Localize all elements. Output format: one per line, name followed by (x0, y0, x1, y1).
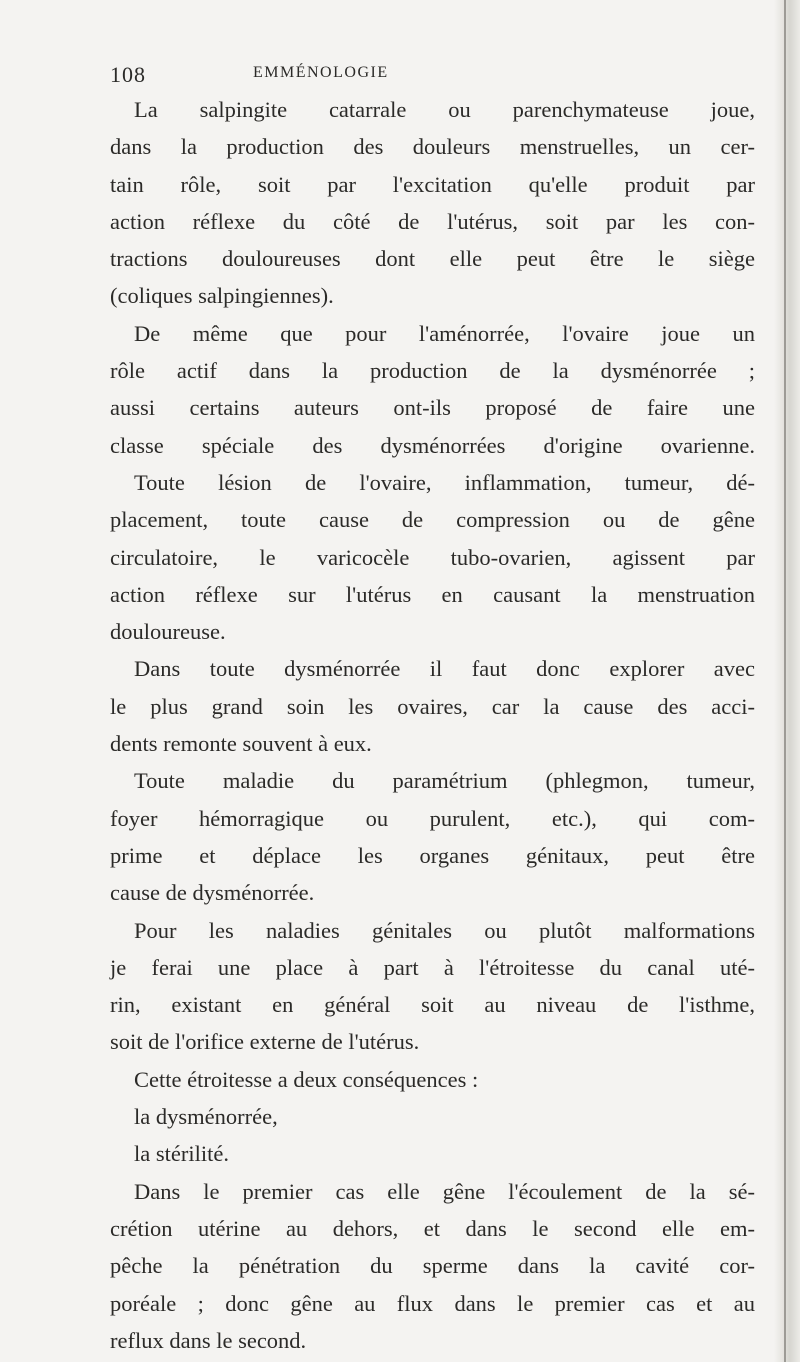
page-edge (774, 0, 800, 1362)
text-line: rin, existant en général soit au niveau de l'isthme, (110, 992, 755, 1018)
running-title: EMMÉNOLOGIE (253, 64, 389, 81)
text-line: la dysménorrée, (134, 1104, 278, 1130)
text-line: poréale ; donc gêne au flux dans le premier cas et au (110, 1290, 755, 1316)
text-line: circulatoire, le varicocèle tubo-ovarien, agissent par (110, 544, 755, 570)
text-line: le plus grand soin les ovaires, car la cause des acci- (110, 693, 755, 719)
text-line: action réflexe sur l'utérus en causant la menstruation (110, 581, 755, 607)
text-line: Dans toute dysménorrée il faut donc explorer avec (134, 656, 755, 682)
text-line: La salpingite catarrale ou parenchymateuse joue, (134, 97, 755, 122)
text-line: Cette étroitesse a deux conséquences : (134, 1066, 479, 1092)
text-line: reflux dans le second. (110, 1327, 307, 1353)
text-line: action réflexe du côté de l'utérus, soit par les con- (110, 208, 755, 234)
text-line: crétion utérine au dehors, et dans le second elle em- (110, 1215, 755, 1241)
page-number: 108 (110, 62, 146, 87)
text-line: rôle actif dans la production de la dysménorrée ; (110, 358, 755, 384)
text-line: cause de dysménorrée. (110, 880, 315, 906)
body-text (110, 91, 755, 1359)
text-line: foyer hémorragique ou purulent, etc.), qui com- (110, 805, 755, 831)
text-line: placement, toute cause de compression ou de gêne (110, 507, 755, 533)
text-line: Dans le premier cas elle gêne l'écoulement de la sé- (134, 1178, 755, 1204)
text-line: classe spéciale des dysménorrées d'origine ovarienne. (110, 432, 755, 458)
text-line: tractions douloureuses dont elle peut être le siège (110, 246, 755, 272)
text-line: je ferai une place à part à l'étroitesse du canal uté- (110, 954, 755, 980)
text-line: Toute lésion de l'ovaire, inflammation, tumeur, dé- (134, 469, 755, 495)
text-line: pêche la pénétration du sperme dans la cavité cor- (110, 1253, 755, 1279)
text-line: la stérilité. (134, 1141, 229, 1167)
text-line: Toute maladie du paramétrium (phlegmon, tumeur, (134, 768, 755, 794)
text-line: (coliques salpingiennes). (110, 283, 334, 309)
text-line: De même que pour l'aménorrée, l'ovaire joue un (134, 320, 755, 346)
text-line: prime et déplace les organes génitaux, peut être (110, 842, 755, 868)
text-line: soit de l'orifice externe de l'utérus. (110, 1029, 420, 1055)
text-line: aussi certains auteurs ont-ils proposé de faire une (110, 395, 755, 421)
text-line: Pour les naladies génitales ou plutôt malformations (134, 917, 755, 943)
text-line: douloureuse. (110, 619, 226, 645)
text-line: tain rôle, soit par l'excitation qu'elle produit par (110, 171, 755, 197)
text-line: dents remonte souvent à eux. (110, 731, 372, 757)
page-header (110, 62, 750, 92)
text-line: dans la production des douleurs menstruelles, un cer- (110, 134, 755, 160)
